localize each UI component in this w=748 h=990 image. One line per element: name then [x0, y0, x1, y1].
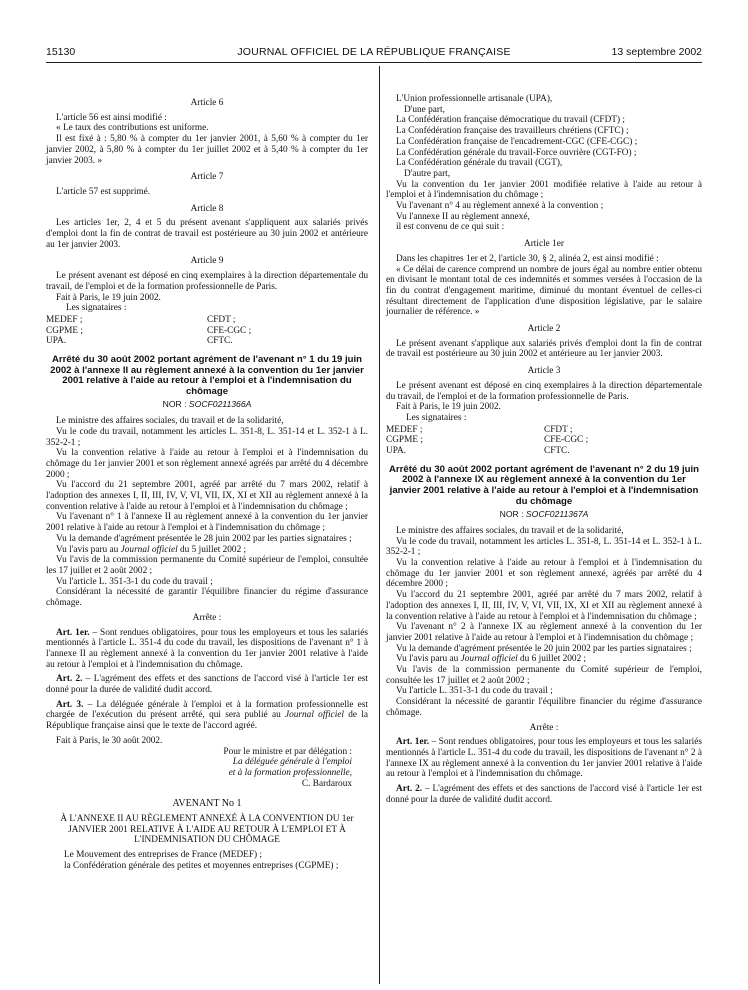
article-6-heading: Article 6 — [190, 98, 224, 108]
signatory: UPA. — [46, 336, 67, 347]
article-1-body: Art. 1er. – Sont rendues obligatoires, pour tous les employeurs et tous les salariés mentionnés à l'article L. 351-4 du code du travail, les dispositions de l'avenant n° 2 à l'annexe IX au règlement annexé à la convention du 1er janvier 2001 relative à l'aide au retour à l'emploi et à l'indemnisation du chômage. — [386, 737, 702, 780]
nor-reference: NOR : SOCF0211366A — [162, 399, 252, 410]
paragraph: L'article 56 est ainsi modifié : — [56, 112, 167, 123]
article-1-heading: Article 1er — [523, 239, 564, 250]
article-3-heading: Article 3 — [527, 366, 561, 377]
avenant-title: AVENANT No 1 — [172, 798, 242, 810]
paragraph: il est convenu de ce qui suit : — [396, 222, 505, 233]
paragraph: Vu l'avenant n° 1 à l'annexe II au règlement annexé à la convention du 1er janvier 2001 relative à l'aide au retour à l'emploi et à l'indemnisation du chômage ; — [46, 512, 368, 534]
paragraph: Les articles 1er, 2, 4 et 5 du présent avenant s'appliquent aux salariés privés d'emploi dont la fin de contrat de travail est postérieure au 30 juin 2002 et antérieure au 1er janvier 2003. — [46, 218, 368, 250]
article-7-heading: Article 7 — [190, 172, 224, 183]
paragraph: Vu le code du travail, notamment les articles L. 351-8, L. 351-14 et L. 352-1 à L. 352-2-1 ; — [386, 536, 702, 558]
paragraph: Vu l'annexe II au règlement annexé, — [396, 211, 530, 222]
paragraph: Vu la demande d'agrément présentée le 28 juin 2002 par les parties signataires ; — [56, 533, 352, 544]
issue-date: 13 septembre 2002 — [611, 46, 702, 58]
paragraph: Vu la convention relative à l'aide au retour à l'emploi et à l'indemnisation du chômage du 1er janvier 2001 et son règlement annexé agréés par arrêté du 4 décembre 2000 ; — [46, 448, 368, 480]
done-at: Fait à Paris, le 30 août 2002. — [56, 735, 163, 746]
article-2-body: Art. 2. – L'agrément des effets et des sanctions de l'accord visé à l'article 1er est donné pour la durée de validité dudit accord. — [386, 784, 702, 805]
signatory: CFE-CGC ; — [544, 435, 589, 446]
paragraph: Considérant la nécessité de garantir l'équilibre financier du régime d'assurance chômage. — [46, 587, 368, 609]
paragraph: Il est fixé à : 5,80 % à compter du 1er janvier 2001, à 5,60 % à compter du 1er janvier 2002, à 5,80 % à compter du 1er juillet 2002 et à 5,40 % à compter du 1er janvier 2003. » — [46, 134, 368, 166]
paragraph: Vu la demande d'agrément présentée le 20 juin 2002 par les parties signataires ; — [396, 643, 692, 654]
paragraph: Vu l'avis de la commission permanente du Comité supérieur de l'emploi, consultée les 17 juillet et 2 août 2002 ; — [386, 665, 702, 686]
paragraph: Fait à Paris, le 19 juin 2002. — [56, 292, 161, 303]
paragraph: Vu l'avenant n° 4 au règlement annexé à la convention ; — [396, 201, 604, 212]
journal-title: JOURNAL OFFICIEL DE LA RÉPUBLIQUE FRANÇAISE — [237, 46, 511, 58]
arrete-word: Arrête : — [192, 612, 222, 623]
union: La Confédération française de l'encadrement-CGC (CFE-CGC) ; — [396, 136, 638, 147]
arrete-title: Arrêté du 30 août 2002 portant agrément de l'avenant n° 2 du 19 juin 2002 à l'annexe IX au règlement annexé à la convention du 1er janvier 2001 relative à l'aide au retour à l'emploi et à l'indemnisation du chômage — [389, 463, 699, 507]
paragraph: Vu la convention du 1er janvier 2001 modifiée relative à l'aide au retour à l'emploi et à l'indemnisation du chômage ; — [386, 179, 702, 201]
paragraph: Vu l'avis de la commission permanente du Comité supérieur de l'emploi, consultée les 17 juillet et 2 août 2002 ; — [46, 555, 368, 576]
signatory: CFE-CGC ; — [207, 325, 252, 336]
paragraph: Vu l'article L. 351-3-1 du code du travail ; — [396, 686, 553, 697]
paragraph: Fait à Paris, le 19 juin 2002. — [396, 402, 501, 413]
paragraph: L'Union professionnelle artisanale (UPA), — [396, 94, 553, 104]
signatory: CGPME ; — [46, 325, 83, 336]
signatories-heading: Les signataires : — [406, 412, 467, 423]
union: La Confédération générale du travail-Force ouvrière (CGT-FO) ; — [396, 147, 637, 158]
article-2-heading: Article 2 — [527, 324, 561, 335]
paragraph: D'une part, — [404, 104, 445, 115]
paragraph: Vu l'accord du 21 septembre 2001, agréé par arrêté du 7 mars 2002, relatif à l'adoption des annexes I, II, III, IV, V, VI, VII, IX, XI et XII au règlement annexé à la convention relative à l'aide au retour à l'emploi et à l'indemnisation du chômage ; — [386, 590, 702, 622]
signature-line: et à la formation professionnelle, — [228, 767, 352, 778]
nor-reference: NOR : SOCF0211367A — [499, 509, 589, 520]
paragraph: Le présent avenant est déposé en cinq exemplaires à la direction départementale du travail, de l'emploi et de la formation professionnelle de Paris. — [46, 271, 368, 292]
article-8-heading: Article 8 — [190, 203, 224, 214]
article-9-heading: Article 9 — [190, 256, 224, 267]
left-column — [46, 68, 368, 872]
paragraph: Vu le code du travail, notamment les articles L. 351-8, L. 351-14 et L. 352-1 à L. 352-2-1 ; — [46, 426, 368, 448]
paragraph: Dans les chapitres 1er et 2, l'article 30, § 2, alinéa 2, est ainsi modifié : — [396, 253, 659, 264]
signature-line: La déléguée générale à l'emploi — [232, 757, 352, 768]
paragraph: Le présent avenant s'applique aux salariés privés d'emploi dont la fin de contrat de travail est postérieure au 30 juin 2002 et antérieure au 1er janvier 2003. — [386, 338, 702, 360]
signatory: CFDT ; — [207, 314, 236, 325]
article-1-body: Art. 1er. – Sont rendues obligatoires, pour tous les employeurs et tous les salariés mentionnés à l'article L. 351-4 du code du travail, les dispositions de l'avenant n° 1 à l'annexe II au règlement annexé à la convention du 1er janvier 2001 relative à l'aide au retour à l'emploi et à l'indemnisation du chômage. — [46, 627, 368, 670]
signatory: CFDT ; — [544, 424, 573, 435]
party: la Confédération générale des petites et moyennes entreprises (CGPME) ; — [64, 860, 339, 871]
signatories-heading: Les signataires : — [66, 303, 127, 314]
union: La Confédération française des travailleurs chrétiens (CFTC) ; — [396, 126, 629, 137]
signatory: UPA. — [386, 446, 407, 457]
right-column — [386, 68, 702, 805]
page-number: 15130 — [46, 46, 76, 58]
signatories-list — [46, 315, 368, 347]
signatory: CFTC. — [207, 336, 233, 347]
arrete-word: Arrête : — [529, 722, 559, 733]
header-rule — [46, 62, 702, 63]
avenant-subtitle: À L'ANNEXE II AU RÈGLEMENT ANNEXÉ À LA CONVENTION DU 1er JANVIER 2001 RELATIVE À L'AIDE AU RETOUR À L'EMPLOI ET À L'INDEMNISATION DU CHÔMAGE — [60, 814, 354, 846]
paragraph: Vu l'accord du 21 septembre 2001, agréé par arrêté du 7 mars 2002, relatif à l'adoption des annexes I, II, III, IV, V, VI, VII, IX, XI et XII au règlement annexé à la convention relative à l'aide au retour à l'emploi et à l'indemnisation du chômage ; — [46, 480, 368, 512]
paragraph: Considérant la nécessité de garantir l'équilibre financier du régime d'assurance chômage. — [386, 697, 702, 718]
paragraph: Vu l'avis paru au Journal officiel du 5 juillet 2002 ; — [56, 544, 247, 555]
paragraph: Vu la convention relative à l'aide au retour à l'emploi et à l'indemnisation du chômage du 1er janvier 2001 et son règlement annexé, agréés par arrêté du 4 décembre 2000 ; — [386, 557, 702, 590]
article-2-body: Art. 2. – L'agrément des effets et des sanctions de l'accord visé à l'article 1er est donné pour la durée de validité dudit accord. — [46, 674, 369, 696]
paragraph: Le présent avenant est déposé en cinq exemplaires à la direction départementale du travail, de l'emploi et de la formation professionnelle de Paris. — [386, 380, 702, 402]
column-divider — [379, 66, 380, 984]
page-header — [46, 44, 702, 62]
paragraph: L'article 57 est supprimé. — [56, 186, 151, 197]
paragraph: « Ce délai de carence comprend un nombre de jours égal au nombre entier obtenu en divisant le montant total de ces indemnités et sommes versées à l'occasion de la fin du contrat d'engagement maritime, diminué du montant éventuel de celles-ci résultant directement de l'application d'une disposition législative, par le salaire journalier de référence. » — [386, 264, 702, 318]
paragraph: D'autre part, — [404, 168, 451, 179]
paragraph: Vu l'avis paru au Journal officiel du 6 juillet 2002 ; — [396, 654, 587, 665]
signatory: CFTC. — [544, 446, 570, 457]
party: Le Mouvement des entreprises de France (MEDEF) ; — [64, 850, 263, 861]
union: La Confédération générale du travail (CGT), — [396, 158, 563, 169]
paragraph: « Le taux des contributions est uniforme. — [56, 123, 209, 134]
signer-name: C. Bardaroux — [301, 778, 352, 789]
arrete-title: Arrêté du 30 août 2002 portant agrément de l'avenant n° 1 du 19 juin 2002 à l'annexe II au règlement annexé à la convention du 1er janvier 2001 relative à l'aide au retour à l'emploi et à l'indemnisation du chômage — [50, 354, 364, 397]
article-3-body: Art. 3. – La déléguée générale à l'emploi et à la formation professionnelle est chargée de l'exécution du présent arrêté, qui sera publié au Journal officiel de la République française ainsi que le texte de l'accord agréé. — [46, 699, 368, 732]
signatory: MEDEF ; — [386, 424, 423, 435]
signatory: CGPME ; — [386, 435, 423, 446]
signature-line: Pour le ministre et par délégation : — [223, 746, 352, 757]
paragraph: Le ministre des affaires sociales, du travail et de la solidarité, — [56, 416, 284, 427]
paragraph: Vu l'avenant n° 2 à l'annexe IX au règlement annexé à la convention du 1er janvier 2001 relative à l'aide au retour à l'emploi et à l'indemnisation du chômage ; — [386, 622, 702, 643]
paragraph: Le ministre des affaires sociales, du travail et de la solidarité, — [396, 525, 624, 536]
paragraph: Vu l'article L. 351-3-1 du code du travail ; — [56, 576, 213, 587]
signatory: MEDEF ; — [46, 314, 83, 325]
union: La Confédération française démocratique du travail (CFDT) ; — [396, 115, 625, 126]
signatories-list — [386, 425, 702, 457]
